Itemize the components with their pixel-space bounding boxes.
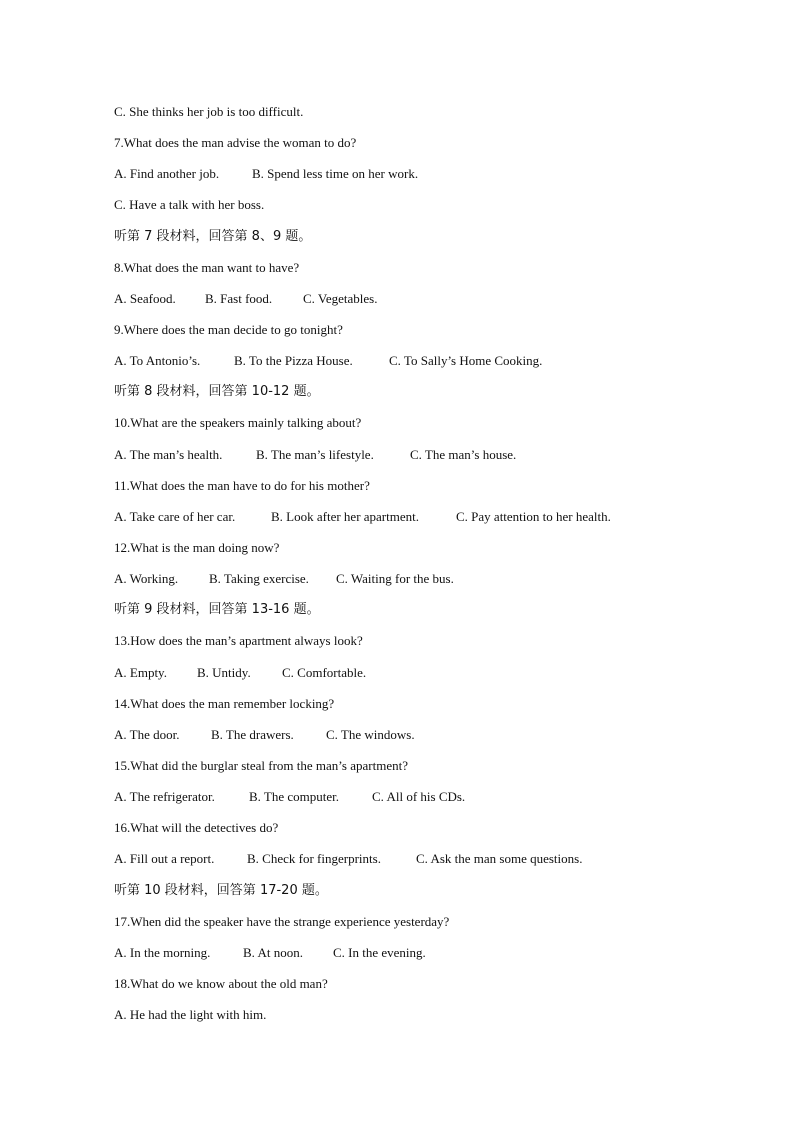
section-instruction: 听第 9 段材料，回答第 13-16 题。 (114, 602, 320, 618)
answer-option: A. Take care of her car. (114, 508, 236, 524)
answer-options-row (114, 446, 754, 477)
answer-option: C. The man’s house. (410, 446, 517, 462)
answer-option: B. At noon. (243, 944, 303, 960)
answer-options-row (114, 570, 754, 601)
answer-option: B. The drawers. (211, 726, 294, 742)
answer-option: B. Taking exercise. (209, 571, 309, 587)
answer-option: C. Waiting for the bus. (336, 571, 454, 587)
answer-option: C. Have a talk with her boss. (114, 197, 265, 213)
answer-option: B. To the Pizza House. (234, 353, 353, 369)
answer-option: B. Untidy. (197, 664, 251, 680)
answer-option: A. Fill out a report. (114, 851, 215, 867)
answer-option: C. Vegetables. (303, 290, 378, 306)
answer-option: B. The computer. (249, 789, 340, 805)
question-text: 8.What does the man want to have? (114, 259, 300, 275)
answer-option: A. To Antonio’s. (114, 353, 201, 369)
question-text: 10.What are the speakers mainly talking about? (114, 415, 362, 431)
question-text: 17.When did the speaker have the strange experience yesterday? (114, 913, 450, 929)
answer-option: A. Seafood. (114, 290, 176, 306)
answer-options-row (114, 944, 754, 975)
answer-option: C. Ask the man some questions. (416, 851, 583, 867)
question-text: 11.What does the man have to do for his mother? (114, 477, 370, 493)
answer-option: A. He had the light with him. (114, 1007, 267, 1023)
question-text: 14.What does the man remember locking? (114, 695, 335, 711)
answer-option: B. Check for fingerprints. (247, 851, 381, 867)
answer-option: C. To Sally’s Home Cooking. (389, 353, 543, 369)
answer-option: C. In the evening. (333, 944, 426, 960)
answer-option: C. The windows. (326, 726, 415, 742)
answer-options-row (114, 508, 754, 539)
answer-option: A. Find another job. (114, 166, 220, 182)
exam-page-body (114, 103, 754, 1037)
answer-options-row (114, 165, 754, 196)
section-instruction: 听第 7 段材料，回答第 8、9 题。 (114, 228, 312, 244)
answer-options-row (114, 664, 754, 695)
question-text: 15.What did the burglar steal from the man’s apartment? (114, 757, 408, 773)
question-text: 12.What is the man doing now? (114, 539, 280, 555)
answer-option: B. Look after her apartment. (271, 508, 419, 524)
answer-option: C. All of his CDs. (372, 789, 466, 805)
answer-option: A. The man’s health. (114, 446, 223, 462)
answer-option: B. Fast food. (205, 290, 273, 306)
question-text: 16.What will the detectives do? (114, 820, 279, 836)
question-text: 9.Where does the man decide to go tonight? (114, 321, 343, 337)
answer-options-row (114, 850, 754, 881)
question-text: 18.What do we know about the old man? (114, 975, 328, 991)
answer-option: A. Empty. (114, 664, 167, 680)
section-instruction: 听第 8 段材料，回答第 10-12 题。 (114, 384, 320, 400)
answer-options-row (114, 290, 754, 321)
answer-option: C. Comfortable. (282, 664, 367, 680)
answer-options-row (114, 726, 754, 757)
section-instruction: 听第 10 段材料，回答第 17-20 题。 (114, 882, 328, 898)
answer-option: B. Spend less time on her work. (252, 166, 419, 182)
answer-option: A. The door. (114, 726, 180, 742)
answer-options-row (114, 788, 754, 819)
answer-option: A. In the morning. (114, 944, 211, 960)
answer-option: C. Pay attention to her health. (456, 508, 611, 524)
question-text: 7.What does the man advise the woman to do? (114, 135, 357, 151)
answer-option: C. She thinks her job is too difficult. (114, 104, 304, 119)
answer-option: B. The man’s lifestyle. (256, 446, 374, 462)
answer-option: A. The refrigerator. (114, 789, 215, 805)
answer-option: A. Working. (114, 571, 179, 587)
question-text: 13.How does the man’s apartment always look? (114, 633, 363, 649)
answer-options-row (114, 352, 754, 383)
